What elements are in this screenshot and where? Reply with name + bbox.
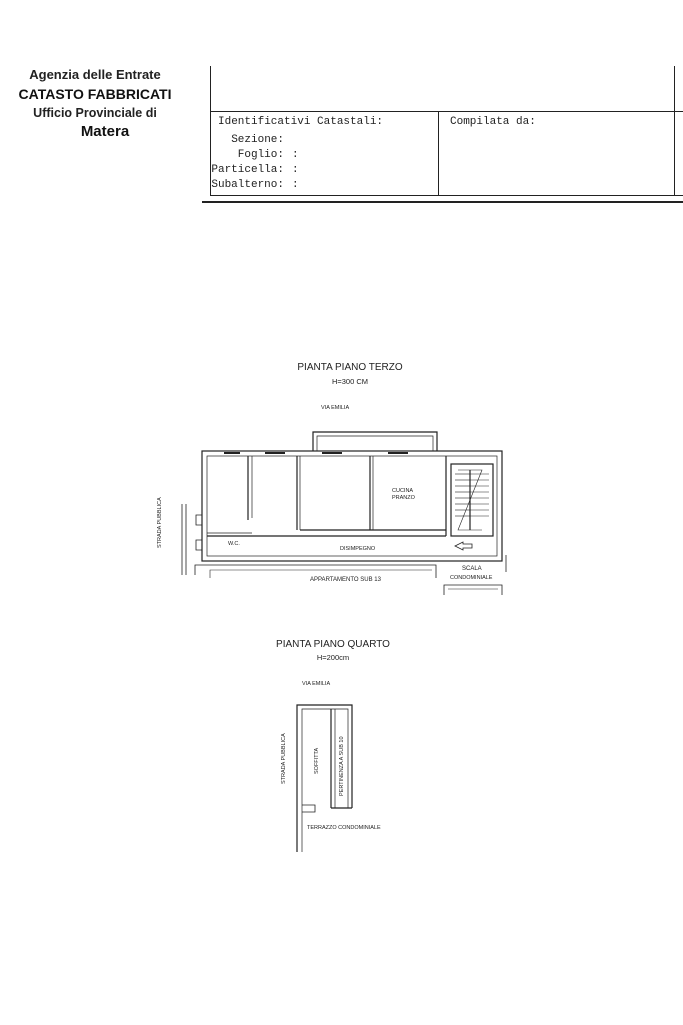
kitchen-label: CUCINA PRANZO (392, 488, 415, 501)
stair-sub-label: CONDOMINIALE (450, 575, 493, 581)
plan-third-street-top: VIA EMILIA (321, 405, 350, 411)
city-name: Matera (80, 123, 130, 140)
plan-fourth-title: PIANTA PIANO QUARTO (276, 639, 390, 650)
apartment-label: APPARTAMENTO SUB 13 (310, 577, 381, 583)
terrace-label: TERRAZZO CONDOMINIALE (307, 825, 381, 831)
plan-fourth-street-top: VIA EMILIA (302, 681, 331, 687)
wc-label: W.C. (228, 541, 240, 547)
plan-third-street-side: STRADA PUBBLICA (157, 497, 163, 548)
plan-third-height: H=300 CM (331, 377, 369, 386)
office-name: Ufficio Provinciale di (33, 106, 157, 120)
stair-label: SCALA (462, 566, 482, 572)
plan-fourth-street-side: STRADA PUBBLICA (281, 733, 287, 784)
plan-third-title: PIANTA PIANO TERZO (297, 362, 403, 373)
hall-label: DISIMPEGNO (340, 546, 376, 552)
compiled-by-label: Compilata da: (450, 116, 536, 128)
department-name: CATASTO FABBRICATI (18, 86, 172, 102)
agency-name: Agenzia delle Entrate (29, 67, 161, 82)
attic-label: SOFFITTA (314, 747, 320, 774)
field-value: : (292, 149, 299, 161)
identifiers-title: Identificativi Catastali: (218, 116, 384, 128)
field-label: Subalterno: (211, 179, 284, 191)
field-value: : (292, 179, 299, 191)
pertinence-label: PERTINENZA A SUB 10 (339, 736, 345, 796)
field-label: Sezione: (231, 134, 284, 146)
field-label: Particella: (211, 164, 284, 176)
field-label: Foglio: (237, 149, 284, 161)
field-value: : (292, 164, 299, 176)
plan-fourth-height: H=200cm (316, 653, 350, 662)
